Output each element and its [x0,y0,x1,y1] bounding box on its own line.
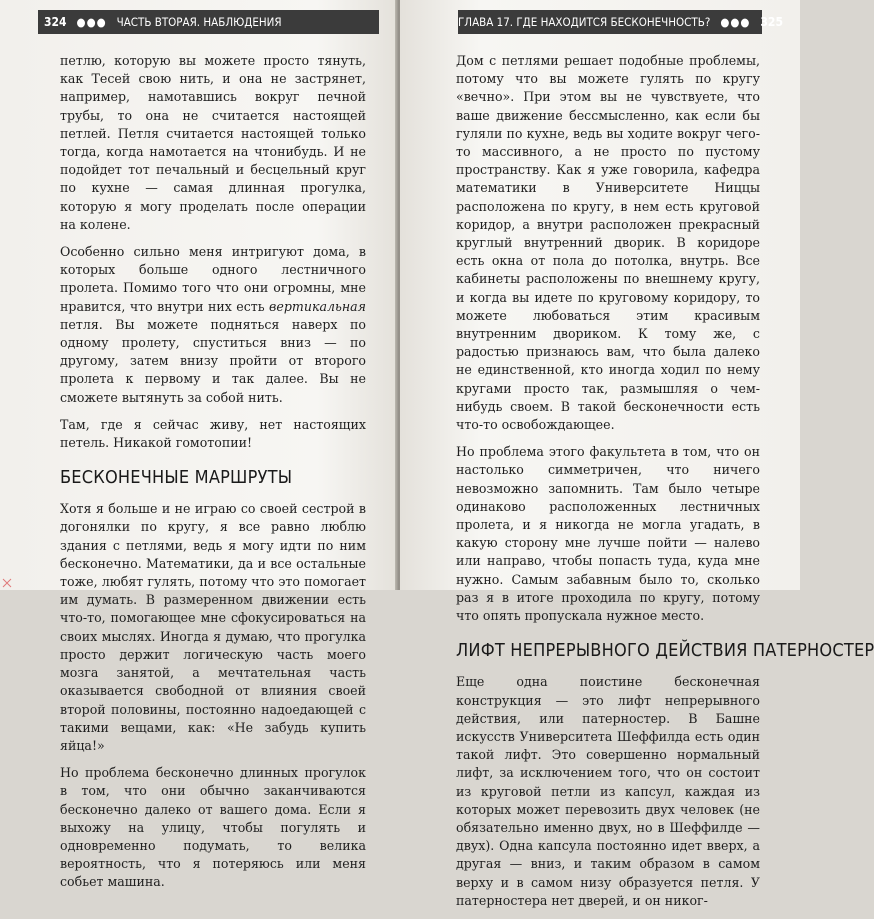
paragraph [60,243,366,407]
right-page [400,0,874,908]
header-dots: ●●● [720,15,751,29]
left-running-head-title: ЧАСТЬ ВТОРАЯ. НАБЛЮДЕНИЯ [116,15,282,29]
page-corner-mark-icon [2,578,12,588]
left-running-header [38,10,379,34]
right-page-number: 325 [760,15,783,29]
paragraph: Еще одна поистине бесконечная конструкция — это лифт непрерывного действия, или патерностер. В Башне искусств Университета Шеффилда есть один такой лифт. Это совершенно нормальный лифт, за исключением того, что он состоит из круговой петли из капсул, каждая из которых может перевозить двух человек (не обязательно именно двух, но в Шеффилде — двух). Одна капсула постоянно идет вверх, а другая — вниз, и таким образом в самом верху и в самом низу образуется петля. У патерностера нет дверей, и он никог- [456,674,760,908]
paragraph: Но проблема бесконечно длинных прогулок в том, что они обычно заканчиваются бесконечно далеко от вашего дома. Если я выхожу на улицу, чтобы погулять и одновременно подумать, то велика вероятность, что я потеряюсь или меня собьет машина. [60,765,366,890]
text-run: Особенно сильно меня интригуют дома, в которых больше одного лестничного пролета. Помимо того что они огромны, мне нравится, что внутри них есть [60,244,366,314]
left-page-number: 324 [44,15,67,29]
section-heading: БЕСКОНЕЧНЫЕ МАРШРУТЫ [60,467,293,489]
right-running-header [458,10,783,34]
paragraph: Дом с петлями решает подобные проблемы, потому что вы можете гулять по кругу «вечно». При этом вы не чувствуете, что ваше движение бессмысленно, как если бы гуляли по кухне, ведь вы ходите вокруг чего-то массивного, а не просто по пустому пространству. Как я уже говорила, кафедра математики в Университете Ниццы расположена по кругу, в нем есть круговой коридор, а внутри расположен прекрасный круглый внутренний дворик. В коридоре есть окна от пола до потолка, внутрь. Все кабинеты расположены по внешнему кругу, и когда вы идете по круговому коридору, то можете любоваться этим красивым внутренним двориком. К тому же, с радостью признаюсь вам, что была далеко не единственной, кто иногда ходил по нему кругами просто так, размышляя о чем-нибудь своем. В такой бесконечности есть что-то освобождающее. [456,53,760,433]
paragraph: петлю, которую вы можете просто тянуть, как Тесей свою нить, и она не застрянет, например, намотавшись вокруг печной трубы, то она не считается настоящей петлей. Петля считается настоящей только тогда, когда намотается на чтонибудь. И не подойдет тот печальный и бесцельный круг по кухне — самая длинная прогулка, которую я могу проделать после операции на колене. [60,53,366,232]
paragraph: Хотя я больше и не играю со своей сестрой в догонялки по кругу, я все равно люблю здания с петлями, ведь я могу идти по ним бесконечно. Математики, да и все остальные тоже, любят гулять, потому что это помогает им думать. В размеренном движении есть что-то, помогающее мне сфокусироваться на своих мыслях. Иногда я думаю, что прогулка просто держит логическую часть моего мозга занятой, а мечтательная часть оказывается свободной от влияния своей второй половины, постоянно надоедающей с такими вещами, как: «Не забудь купить яйца!» [60,501,366,753]
right-page-text [456,52,874,919]
header-dots: ●●● [76,15,107,29]
emphasis: вертикальная [269,298,366,314]
left-page [0,0,397,890]
right-running-head-title: ГЛАВА 17. ГДЕ НАХОДИТСЯ БЕСКОНЕЧНОСТЬ? [458,15,711,29]
text-run: петля. Вы можете подняться наверх по одному пролету, спуститься вниз — по другому, затем внизу пройти от второго пролета к первому и так далее. Вы не сможете вытянуть за собой нить. [60,316,366,405]
left-page-text [60,52,366,901]
section-heading: ЛИФТ НЕПРЕРЫВНОГО ДЕЙСТВИЯ ПАТЕРНОСТЕР [456,640,874,662]
paragraph: Там, где я сейчас живу, нет настоящих петель. Никакой гомотопии! [60,416,366,451]
paragraph: Но проблема этого факультета в том, что он настолько симметричен, что ничего невозможно запомнить. Там было четыре одинаково расположенных лестничных пролета, и я никогда не могла угадать, в какую сторону мне лучше пойти — налево или направо, чтобы попасть туда, куда мне нужно. Самым забавным было то, сколько раз я в итоге проходила по кругу, потому что опять пропускала нужное место. [456,444,760,624]
